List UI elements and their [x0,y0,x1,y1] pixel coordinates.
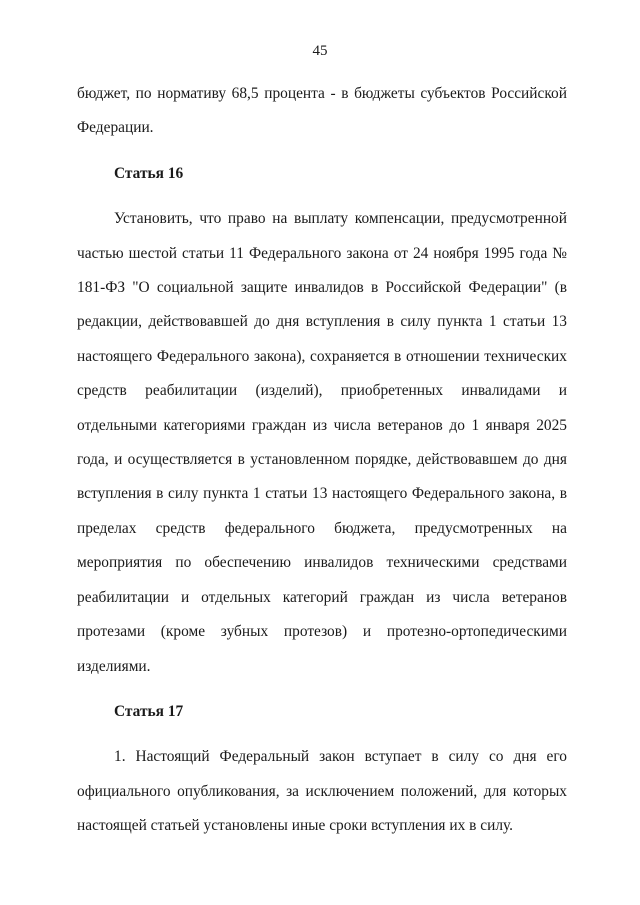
spacer [77,146,567,157]
spacer [77,684,567,695]
article-17-heading: Статья 17 [114,702,184,720]
article-16-heading: Статья 16 [114,164,184,182]
page-number: 45 [312,43,328,59]
paragraph-budget-continuation: бюджет, по нормативу 68,5 процента - в бюджеты субъектов Российской Федерации. [77,85,567,137]
document-body [77,77,567,844]
article-17-paragraph-1: 1. Настоящий Федеральный закон вступает в силу со дня его официального опубликования, за исключением положений, для которых настоящей статьей установлены иные сроки вступления их в силу. [77,748,567,835]
article-16-paragraph: Установить, что право на выплату компенсации, предусмотренной частью шестой статьи 11 Федерального закона от 24 ноября 1995 года № 181-ФЗ "О социальной защите инвалидов в Российской Федерации" (в редакции, действовавшей до дня вступления в силу пункта 1 статьи 13 настоящего Федерального закона), сохраняется в отношении технических средств реабилитации (изделий), приобретенных инвалидами и отдельными категориями граждан из числа ветеранов до 1 января 2025 года, и осуществляется в установленном порядке, действовавшем до дня вступления в силу пункта 1 статьи 13 настоящего Федерального закона, в пределах средств федерального бюджета, предусмотренных на мероприятия по обеспечению инвалидов техническими средствами реабилитации и отдельных категорий граждан из числа ветеранов протезами (кроме зубных протезов) и протезно-ортопедическими изделиями. [77,210,567,675]
spacer [77,729,567,740]
spacer [77,191,567,202]
